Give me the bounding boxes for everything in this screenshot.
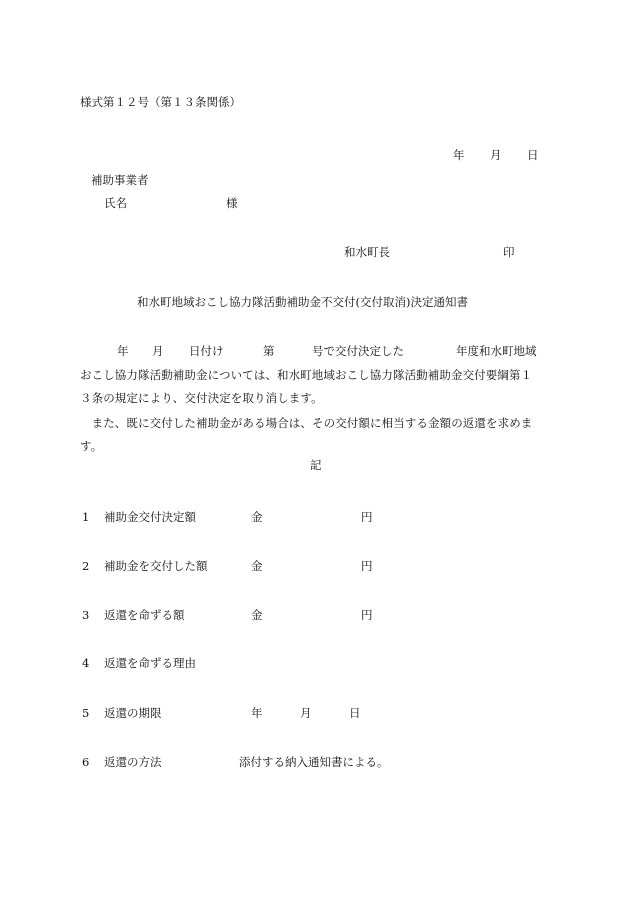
item-month: 月 (300, 706, 312, 720)
item-label: 返還の方法 (104, 755, 162, 769)
body-line-2: おこし協力隊活動補助金については、和水町地域おこし協力隊活動補助金交付要綱第１ (80, 368, 533, 382)
body-line-5: す。 (80, 439, 103, 453)
body-year: 年 (117, 344, 129, 358)
item-number: 1 (82, 510, 90, 524)
item-yen: 円 (361, 510, 373, 524)
issuer-title: 和水町長 (344, 245, 390, 259)
item-kin: 金 (251, 608, 263, 622)
date-year: 年 (453, 148, 465, 162)
document-title: 和水町地域おこし協力隊活動補助金不交付(交付取消)決定通知書 (137, 295, 468, 309)
item-label: 返還の期限 (104, 706, 162, 720)
item-label: 返還を命ずる理由 (104, 656, 196, 670)
item-label: 補助金を交付した額 (104, 559, 208, 573)
body-month: 月 (152, 344, 164, 358)
date-month: 月 (490, 148, 502, 162)
body-line-4: また、既に交付した補助金がある場合は、その交付額に相当する金額の返還を求めま (80, 416, 533, 430)
form-label: 様式第１２号（第１３条関係） (80, 95, 241, 109)
body-dated: 日付け (189, 344, 224, 358)
item-year: 年 (251, 706, 263, 720)
recipient-name-label: 氏名 (104, 196, 127, 210)
item-yen: 円 (361, 559, 373, 573)
item-kin: 金 (251, 510, 263, 524)
recipient-org: 補助事業者 (91, 173, 149, 187)
issuer-seal: 印 (503, 245, 515, 259)
item-label: 返還を命ずる額 (104, 608, 185, 622)
ki-heading: 記 (310, 458, 322, 472)
item-kin: 金 (251, 559, 263, 573)
body-line-3: ３条の規定により、交付決定を取り消します。 (80, 391, 323, 405)
item-yen: 円 (361, 608, 373, 622)
body-fiscal-year: 年度和水町地域 (456, 344, 537, 358)
item-label: 補助金交付決定額 (104, 510, 196, 524)
body-dai: 第 (263, 344, 275, 358)
body-go: 号で交付決定した (312, 344, 404, 358)
item-number: 3 (82, 608, 90, 622)
item-number: 4 (82, 656, 90, 670)
item-number: 2 (82, 559, 90, 573)
item-number: 6 (82, 755, 90, 769)
recipient-honorific: 様 (226, 196, 238, 210)
item-number: 5 (82, 706, 90, 720)
date-day: 日 (527, 148, 539, 162)
item-value: 添付する納入通知書による。 (239, 755, 389, 769)
item-day: 日 (349, 706, 361, 720)
